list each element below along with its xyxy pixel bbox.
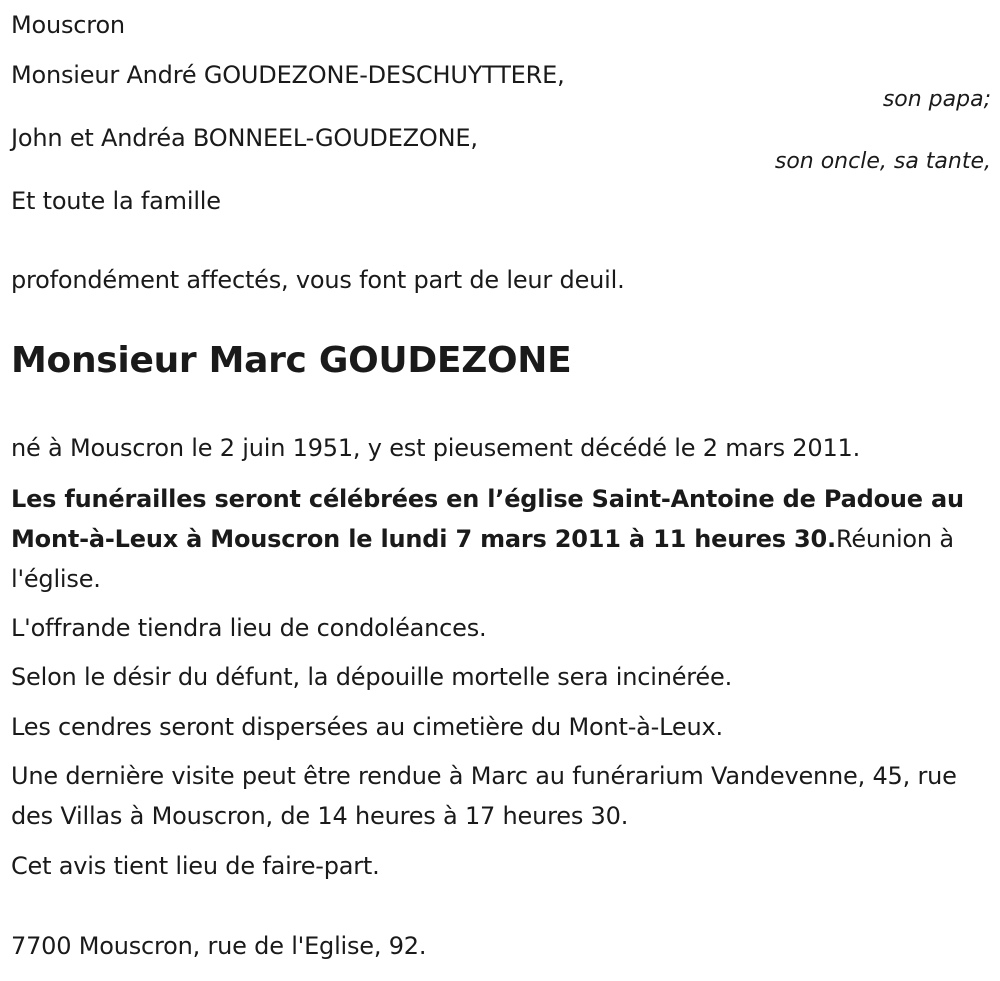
offering-text: L'offrande tiendra lieu de condoléances. bbox=[11, 614, 487, 642]
visit-text: Une dernière visite peut être rendue à Marc au funérarium Vandevenne, 45, rue des Villas à Mouscron, de 14 heures à 17 heures 30. bbox=[11, 762, 957, 830]
cremation-text: Selon le désir du défunt, la dépouille mortelle sera incinérée. bbox=[11, 663, 732, 691]
address-text: 7700 Mouscron, rue de l'Eglise, 92. bbox=[11, 932, 427, 960]
funeral-details-bold: Les funérailles seront célébrées en l’église Saint-Antoine de Padoue au Mont-à-Leux à Mouscron le lundi 7 mars 2011 à 11 heures 30. bbox=[11, 485, 964, 553]
family-relation-father: son papa; bbox=[882, 87, 991, 112]
ashes-text: Les cendres seront dispersées au cimetière du Mont-à-Leux. bbox=[11, 713, 723, 741]
family-member-uncle-aunt: John et Andréa BONNEEL-GOUDEZONE, bbox=[11, 124, 478, 152]
city-header: Mouscron bbox=[11, 11, 125, 39]
family-member-father: Monsieur André GOUDEZONE-DESCHUYTTERE, bbox=[11, 61, 565, 89]
family-extended: Et toute la famille bbox=[11, 187, 221, 215]
birth-death-text: né à Mouscron le 2 juin 1951, y est pieusement décédé le 2 mars 2011. bbox=[11, 434, 861, 462]
funeral-details-rest: Réunion à l'église. bbox=[11, 525, 954, 593]
announcement-text: profondément affectés, vous font part de leur deuil. bbox=[11, 266, 625, 294]
notice-text: Cet avis tient lieu de faire-part. bbox=[11, 852, 380, 880]
family-relation-uncle-aunt: son oncle, sa tante, bbox=[774, 149, 991, 174]
deceased-name: Monsieur Marc GOUDEZONE bbox=[11, 340, 572, 381]
funeral-details bbox=[11, 479, 996, 599]
